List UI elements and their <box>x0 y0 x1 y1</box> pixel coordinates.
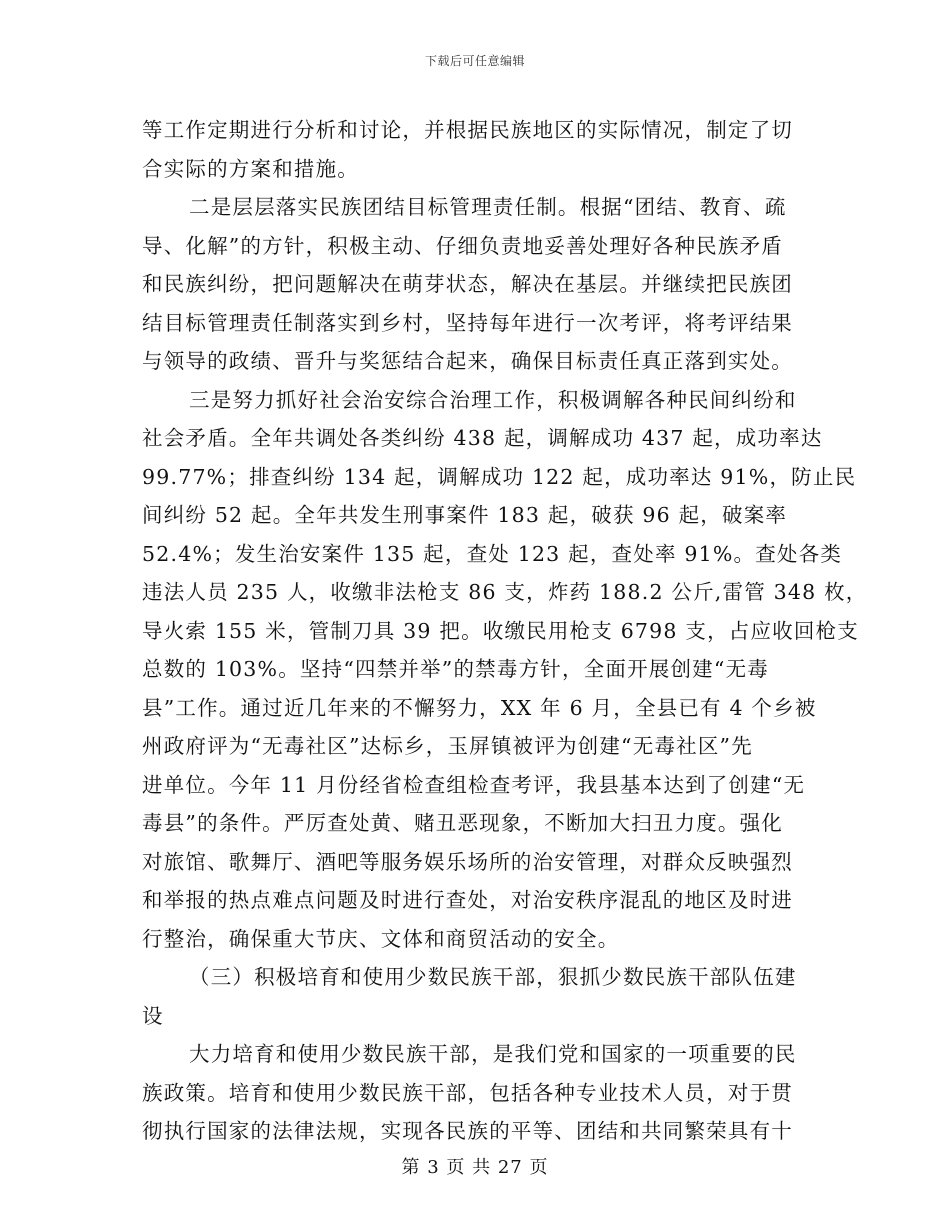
text-line: 对旅馆、歌舞厅、酒吧等服务娱乐场所的治安管理，对群众反映强烈 <box>142 849 793 874</box>
text-line: 结目标管理责任制落实到乡村，坚持每年进行一次考评，将考评结果 <box>142 310 793 335</box>
text-line: 违法人员 235 人，收缴非法枪支 86 支，炸药 188.2 公斤,雷管 348 枚， <box>142 580 868 604</box>
text-line: 县”工作。通过近几年来的不懈努力，XX 年 6 月，全县已有 4 个乡被 <box>142 695 817 720</box>
text-line: 进单位。今年 11 月份经省检查组检查考评，我县基本达到了创建“无 <box>142 772 806 797</box>
text-line: 与领导的政绩、晋升与奖惩结合起来，确保目标责任真正落到实处。 <box>142 349 793 373</box>
text-line: 州政府评为“无毒社区”达标乡，玉屏镇被评为创建“无毒社区”先 <box>142 734 753 758</box>
text-line: 和举报的热点难点问题及时进行查处，对治安秩序混乱的地区及时进 <box>142 888 793 912</box>
text-line: 毒县”的条件。严厉查处黄、赌丑恶现象，不断加大扫丑力度。强化 <box>142 811 783 835</box>
paragraph-start-line: 三是努力抓好社会治安综合治理工作，积极调解各种民间纠纷和 <box>189 387 797 412</box>
text-line: 和民族纠纷，把问题解决在萌芽状态，解决在基层。并继续把民族团 <box>142 272 793 296</box>
text-line: 99.77%；排查纠纷 134 起，调解成功 122 起，成功率达 91%，防止民 <box>142 464 857 489</box>
text-line: 等工作定期进行分析和讨论，并根据民族地区的实际情况，制定了切 <box>142 118 793 142</box>
page-number-footer: 第 3 页 共 27 页 <box>401 1157 549 1178</box>
text-line: 行整治，确保重大节庆、文体和商贸活动的安全。 <box>142 926 620 951</box>
text-line: 总数的 103%。坚持“四禁并举”的禁毒方针，全面开展创建“无毒 <box>142 657 769 681</box>
section-heading-line: 设 <box>142 1003 164 1028</box>
paragraph-start-line: 二是层层落实民族团结目标管理责任制。根据“团结、教育、疏 <box>189 195 787 219</box>
text-line: 合实际的方案和措施。 <box>142 156 359 181</box>
text-line: 族政策。培育和使用少数民族干部，包括各种专业技术人员，对于贯 <box>142 1080 793 1105</box>
text-line: 52.4%；发生治安案件 135 起，查处 123 起，查处率 91%。查处各类 <box>142 541 843 566</box>
paragraph-start-line: 大力培育和使用少数民族干部，是我们党和国家的一项重要的民 <box>189 1042 797 1066</box>
text-line: 社会矛盾。全年共调处各类纠纷 438 起，调解成功 437 起，成功率达 <box>142 426 823 450</box>
text-line: 彻执行国家的法律法规，实现各民族的平等、团结和共同繁荣具有十 <box>142 1119 793 1143</box>
document-body <box>142 111 868 1151</box>
page-header: 下载后可任意编辑 <box>424 54 525 68</box>
text-line: 导火索 155 米，管制刀具 39 把。收缴民用枪支 6798 支，占应收回枪支 <box>142 618 859 643</box>
text-line: 导、化解”的方针，积极主动、仔细负责地妥善处理好各种民族矛盾 <box>142 233 783 258</box>
text-line: 间纠纷 52 起。全年共发生刑事案件 183 起，破获 96 起，破案率 <box>142 503 788 527</box>
section-heading-line: （三）积极培育和使用少数民族干部，狠抓少数民族干部队伍建 <box>189 965 797 989</box>
